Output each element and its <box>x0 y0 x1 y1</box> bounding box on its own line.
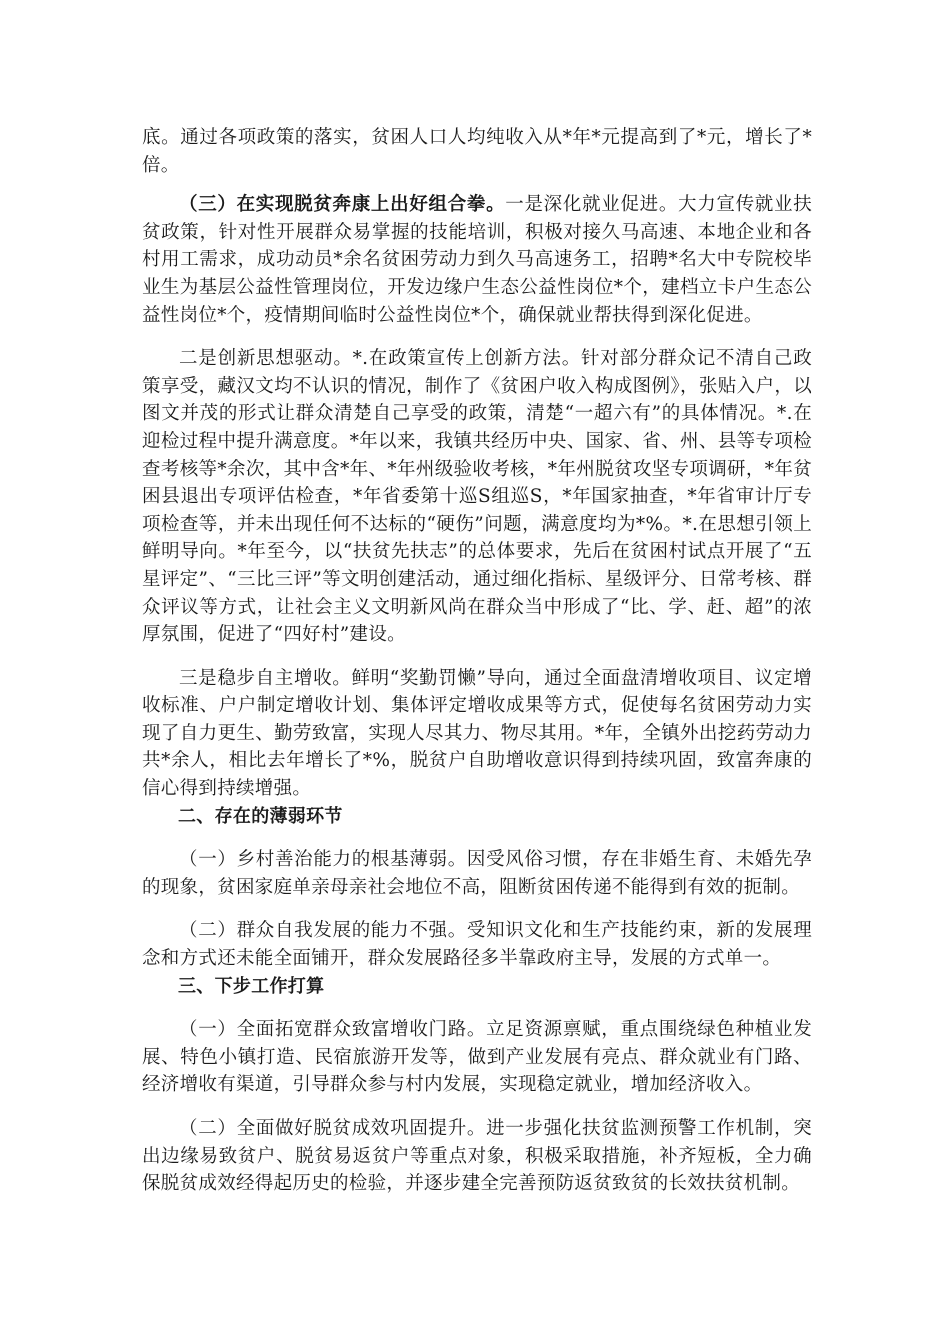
paragraph-innovation: 二是创新思想驱动。*.在政策宣传上创新方法。针对部分群众记不清自己政策享受，藏汉文均不认识的情况，制作了《贫困户收入构成图例》，张贴入户，以图文并茂的形式让群众清楚自己享受的政策，清楚“一超六有”的具体情况。*.在迎检过程中提升满意度。*年以来，我镇共经历中央、国家、省、州、县等专项检查考核等*余次，其中含*年、*年州级验收考核，*年州脱贫攻坚专项调研，*年贫困县退出专项评估检查，*年省委第十巡S组巡S，*年国家抽查，*年省审计厅专项检查等，并未出现任何不达标的“硬伤”问题，满意度均为*%。*.在思想引领上鲜明导向。*年至今，以“扶贫先扶志”的总体要求，先后在贫困村试点开展了“五星评定”、“三比三评”等文明创建活动，通过细化指标、星级评分、日常考核、群众评议等方式，让社会主义文明新风尚在群众当中形成了“比、学、赶、超”的浓厚氛围，促进了“四好村”建设。 <box>142 348 812 646</box>
paragraph-plan-consolidate: （二）全面做好脱贫成效巩固提升。进一步强化扶贫监测预警工作机制，突出边缘易致贫户、脱贫易返贫户等重点对象，积极采取措施，补齐短板，全力确保脱贫成效经得起历史的检验，并逐步建全完善预防返贫致贫的长效扶贫机制。 <box>142 1118 812 1195</box>
paragraph-continuation: 底。通过各项政策的落实，贫困人口人均纯收入从*年*元提高到了*元，增长了*倍。 <box>142 127 812 176</box>
paragraph-employment <box>142 191 812 329</box>
paragraph-weak-development: （二）群众自我发展的能力不强。受知识文化和生产技能约束，新的发展理念和方式还未能全面铺开，群众发展路径多半靠政府主导，发展的方式单一。 <box>142 920 812 970</box>
paragraph-income: 三是稳步自主增收。鲜明“奖勤罚懒”导向，通过全面盘清增收项目、议定增收标准、户户制定增收计划、集体评定增收成果等方式，促使每名贫困劳动力实现了自力更生、勤劳致富，实现人尽其力、物尽其用。*年，全镇外出挖药劳动力共*余人，相比去年增长了*%，脱贫户自助增收意识得到持续巩固，致富奔康的信心得到持续增强。 <box>142 667 812 800</box>
section-three-subheading: （三）在实现脱贫奔康上出好组合拳。 <box>179 194 506 216</box>
paragraph-weak-governance: （一）乡村善治能力的根基薄弱。因受风俗习惯，存在非婚生育、未婚先孕的现象，贫困家庭单亲母亲社会地位不高，阻断贫困传递不能得到有效的扼制。 <box>142 849 812 898</box>
paragraph-plan-income: （一）全面拓宽群众致富增收门路。立足资源禀赋，重点围绕绿色种植业发展、特色小镇打造、民宿旅游开发等，做到产业发展有亮点、群众就业有门路、经济增收有渠道，引导群众参与村内发展，实现稳定就业，增加经济收入。 <box>142 1019 812 1096</box>
paragraph-employment-body: 一是深化就业促进。大力宣传就业扶贫政策，针对性开展群众易掌握的技能培训，积极对接久马高速、本地企业和各村用工需求，成功动员*余名贫困劳动力到久马高速务工，招聘*名大中专院校毕业生为基层公益性管理岗位，开发边缘户生态公益性岗位*个，建档立卡户生态公益性岗位*个，疫情期间临时公益性岗位*个，确保就业帮扶得到深化促进。 <box>142 194 812 326</box>
heading-weak-links: 二、存在的薄弱环节 <box>178 805 343 827</box>
heading-next-plans: 三、下步工作打算 <box>178 975 325 997</box>
document-page <box>142 124 812 1198</box>
